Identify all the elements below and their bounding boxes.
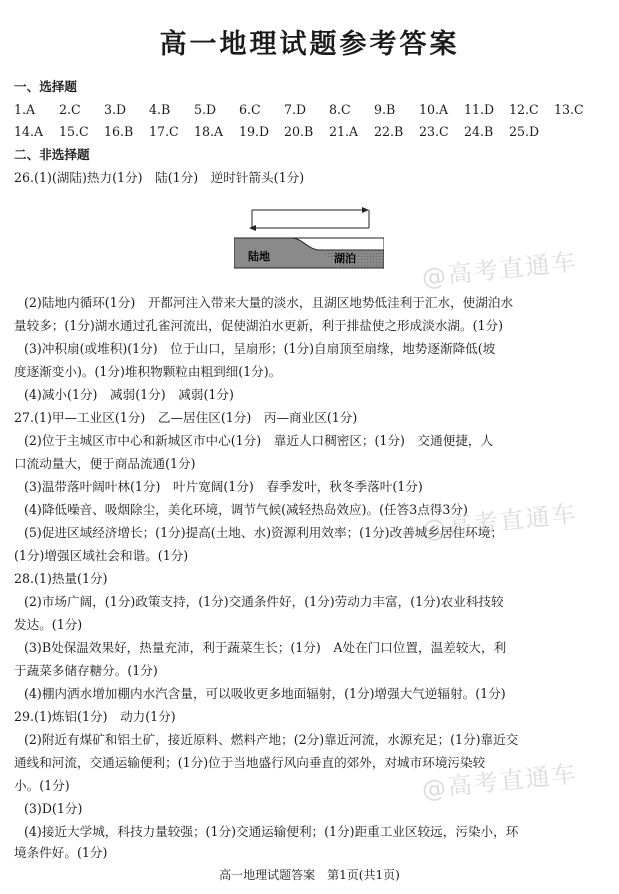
choice-answer: 14.A — [14, 124, 44, 139]
choice-answer: 15.C — [59, 124, 89, 139]
answer-line: (4)减小(1分) 减弱(1分) 减弱(1分) — [24, 387, 234, 402]
choice-answer: 1.A — [14, 102, 36, 117]
watermark: @高考直通车 — [420, 499, 579, 544]
land-lake-circulation-diagram — [234, 204, 384, 270]
answer-line: (2)市场广阔，(1分)政策支持，(1分)交通条件好，(1分)劳动力丰富，(1分)农业科技较 — [24, 594, 504, 609]
choice-answer: 24.B — [464, 124, 494, 139]
choice-answer: 19.D — [239, 124, 270, 139]
answer-line: 度逐渐变小)。(1分)堆积物颗粒由粗到细(1分)。 — [14, 364, 282, 379]
answer-line: (3)冲积扇(或堆积)(1分) 位于山口，呈扇形；(1分)自扇顶至扇缘，地势逐渐降低(坡 — [24, 341, 496, 356]
lake-label: 湖泊 — [334, 252, 356, 265]
answer-line: 于蔬菜多储存糖分。(1分) — [14, 663, 158, 678]
answer-line: 26.(1)(湖陆)热力(1分) 陆(1分) 逆时针箭头(1分) — [14, 170, 305, 185]
choice-answer: 12.C — [509, 102, 539, 117]
choice-answer: 22.B — [374, 124, 404, 139]
choice-answer: 13.C — [554, 102, 584, 117]
choice-answer: 6.C — [239, 102, 261, 117]
choice-answer: 9.B — [374, 102, 396, 117]
choice-answer: 3.D — [104, 102, 127, 117]
watermark: @高考直通车 — [420, 247, 579, 292]
choice-answer: 16.B — [104, 124, 134, 139]
arrow-head-icon — [362, 207, 369, 213]
choice-answers-row-1 — [14, 103, 599, 117]
answer-line: 27.(1)甲—工业区(1分) 乙—居住区(1分) 丙—商业区(1分) — [14, 410, 358, 425]
choice-answer: 20.B — [284, 124, 314, 139]
choice-answer: 21.A — [329, 124, 359, 139]
answer-line: 小。(1分) — [14, 778, 70, 793]
page-title: 高一地理试题参考答案 — [159, 29, 460, 60]
answer-line: 量较多；(1分)湖水通过孔雀河流出，促使湖泊水更新，利于排盐使之形成淡水湖。(1分) — [14, 318, 504, 333]
answer-line: (3)D(1分) — [24, 801, 83, 816]
choice-answer: 5.D — [194, 102, 217, 117]
answer-line: 29.(1)炼铝(1分) 动力(1分) — [14, 709, 176, 724]
choice-answer: 10.A — [419, 102, 449, 117]
answer-line: (4)棚内洒水增加棚内水汽含量，可以吸收更多地面辐射，(1分)增强大气逆辐射。(1分) — [24, 686, 506, 701]
choice-answer: 4.B — [149, 102, 171, 117]
answer-line: (2)附近有煤矿和铝土矿，接近原料、燃料产地；(2分)靠近河流，水源充足；(1分)靠近交 — [24, 732, 519, 747]
answer-line: (3)温带落叶阔叶林(1分) 叶片宽阔(1分) 春季发叶，秋冬季落叶(1分) — [24, 479, 423, 494]
section-choice-heading: 一、选择题 — [14, 79, 77, 94]
choice-answer: 8.C — [329, 102, 351, 117]
answer-line: (2)位于主城区市中心和新城区市中心(1分) 靠近人口稠密区；(1分) 交通便捷，人 — [24, 433, 494, 448]
answer-line: 28.(1)热量(1分) — [14, 571, 108, 586]
section-nonchoice-heading: 二、非选择题 — [14, 147, 90, 162]
land-label: 陆地 — [248, 250, 270, 263]
page-footer: 高一地理试题答案 第1页(共1页) — [219, 868, 400, 882]
answer-line: (2)陆地内循环(1分) 开都河注入带来大量的淡水，且湖区地势低洼利于汇水，使湖泊水 — [24, 295, 514, 310]
answer-line: (1分)增强区域社会和谐。(1分) — [14, 548, 189, 563]
answer-line: (3)B处保温效果好，热量充沛，利于蔬菜生长；(1分) A处在门口位置，温差较大，利 — [24, 640, 507, 655]
choice-answers-row-2 — [14, 125, 554, 139]
watermark: @高考直通车 — [420, 759, 579, 804]
choice-answer: 7.D — [284, 102, 307, 117]
answer-line: (4)降低噪音、吸烟除尘，美化环境，调节气候(减轻热岛效应)。(任答3点得3分) — [24, 502, 468, 517]
answer-line: (4)接近大学城，科技力量较强；(1分)交通运输便利；(1分)距重工业区较远，污染小，环 — [24, 824, 519, 839]
choice-answer: 11.D — [464, 102, 495, 117]
answer-line: 发达。(1分) — [14, 617, 83, 632]
choice-answer: 18.A — [194, 124, 224, 139]
choice-answer: 17.C — [149, 124, 179, 139]
choice-answer: 25.D — [509, 124, 540, 139]
answer-line: (5)促进区域经济增长；(1分)提高(土地、水)资源利用效率；(1分)改善城乡居住环境； — [24, 525, 503, 540]
answer-line: 通线和河流，交通运输便利；(1分)位于当地盛行风向垂直的郊外，对城市环境污染较 — [14, 755, 486, 770]
choice-answer: 2.C — [59, 102, 81, 117]
answer-line: 境条件好。(1分) — [14, 845, 108, 860]
answer-line: 口流动量大，便于商品流通(1分) — [14, 456, 196, 471]
choice-answer: 23.C — [419, 124, 449, 139]
